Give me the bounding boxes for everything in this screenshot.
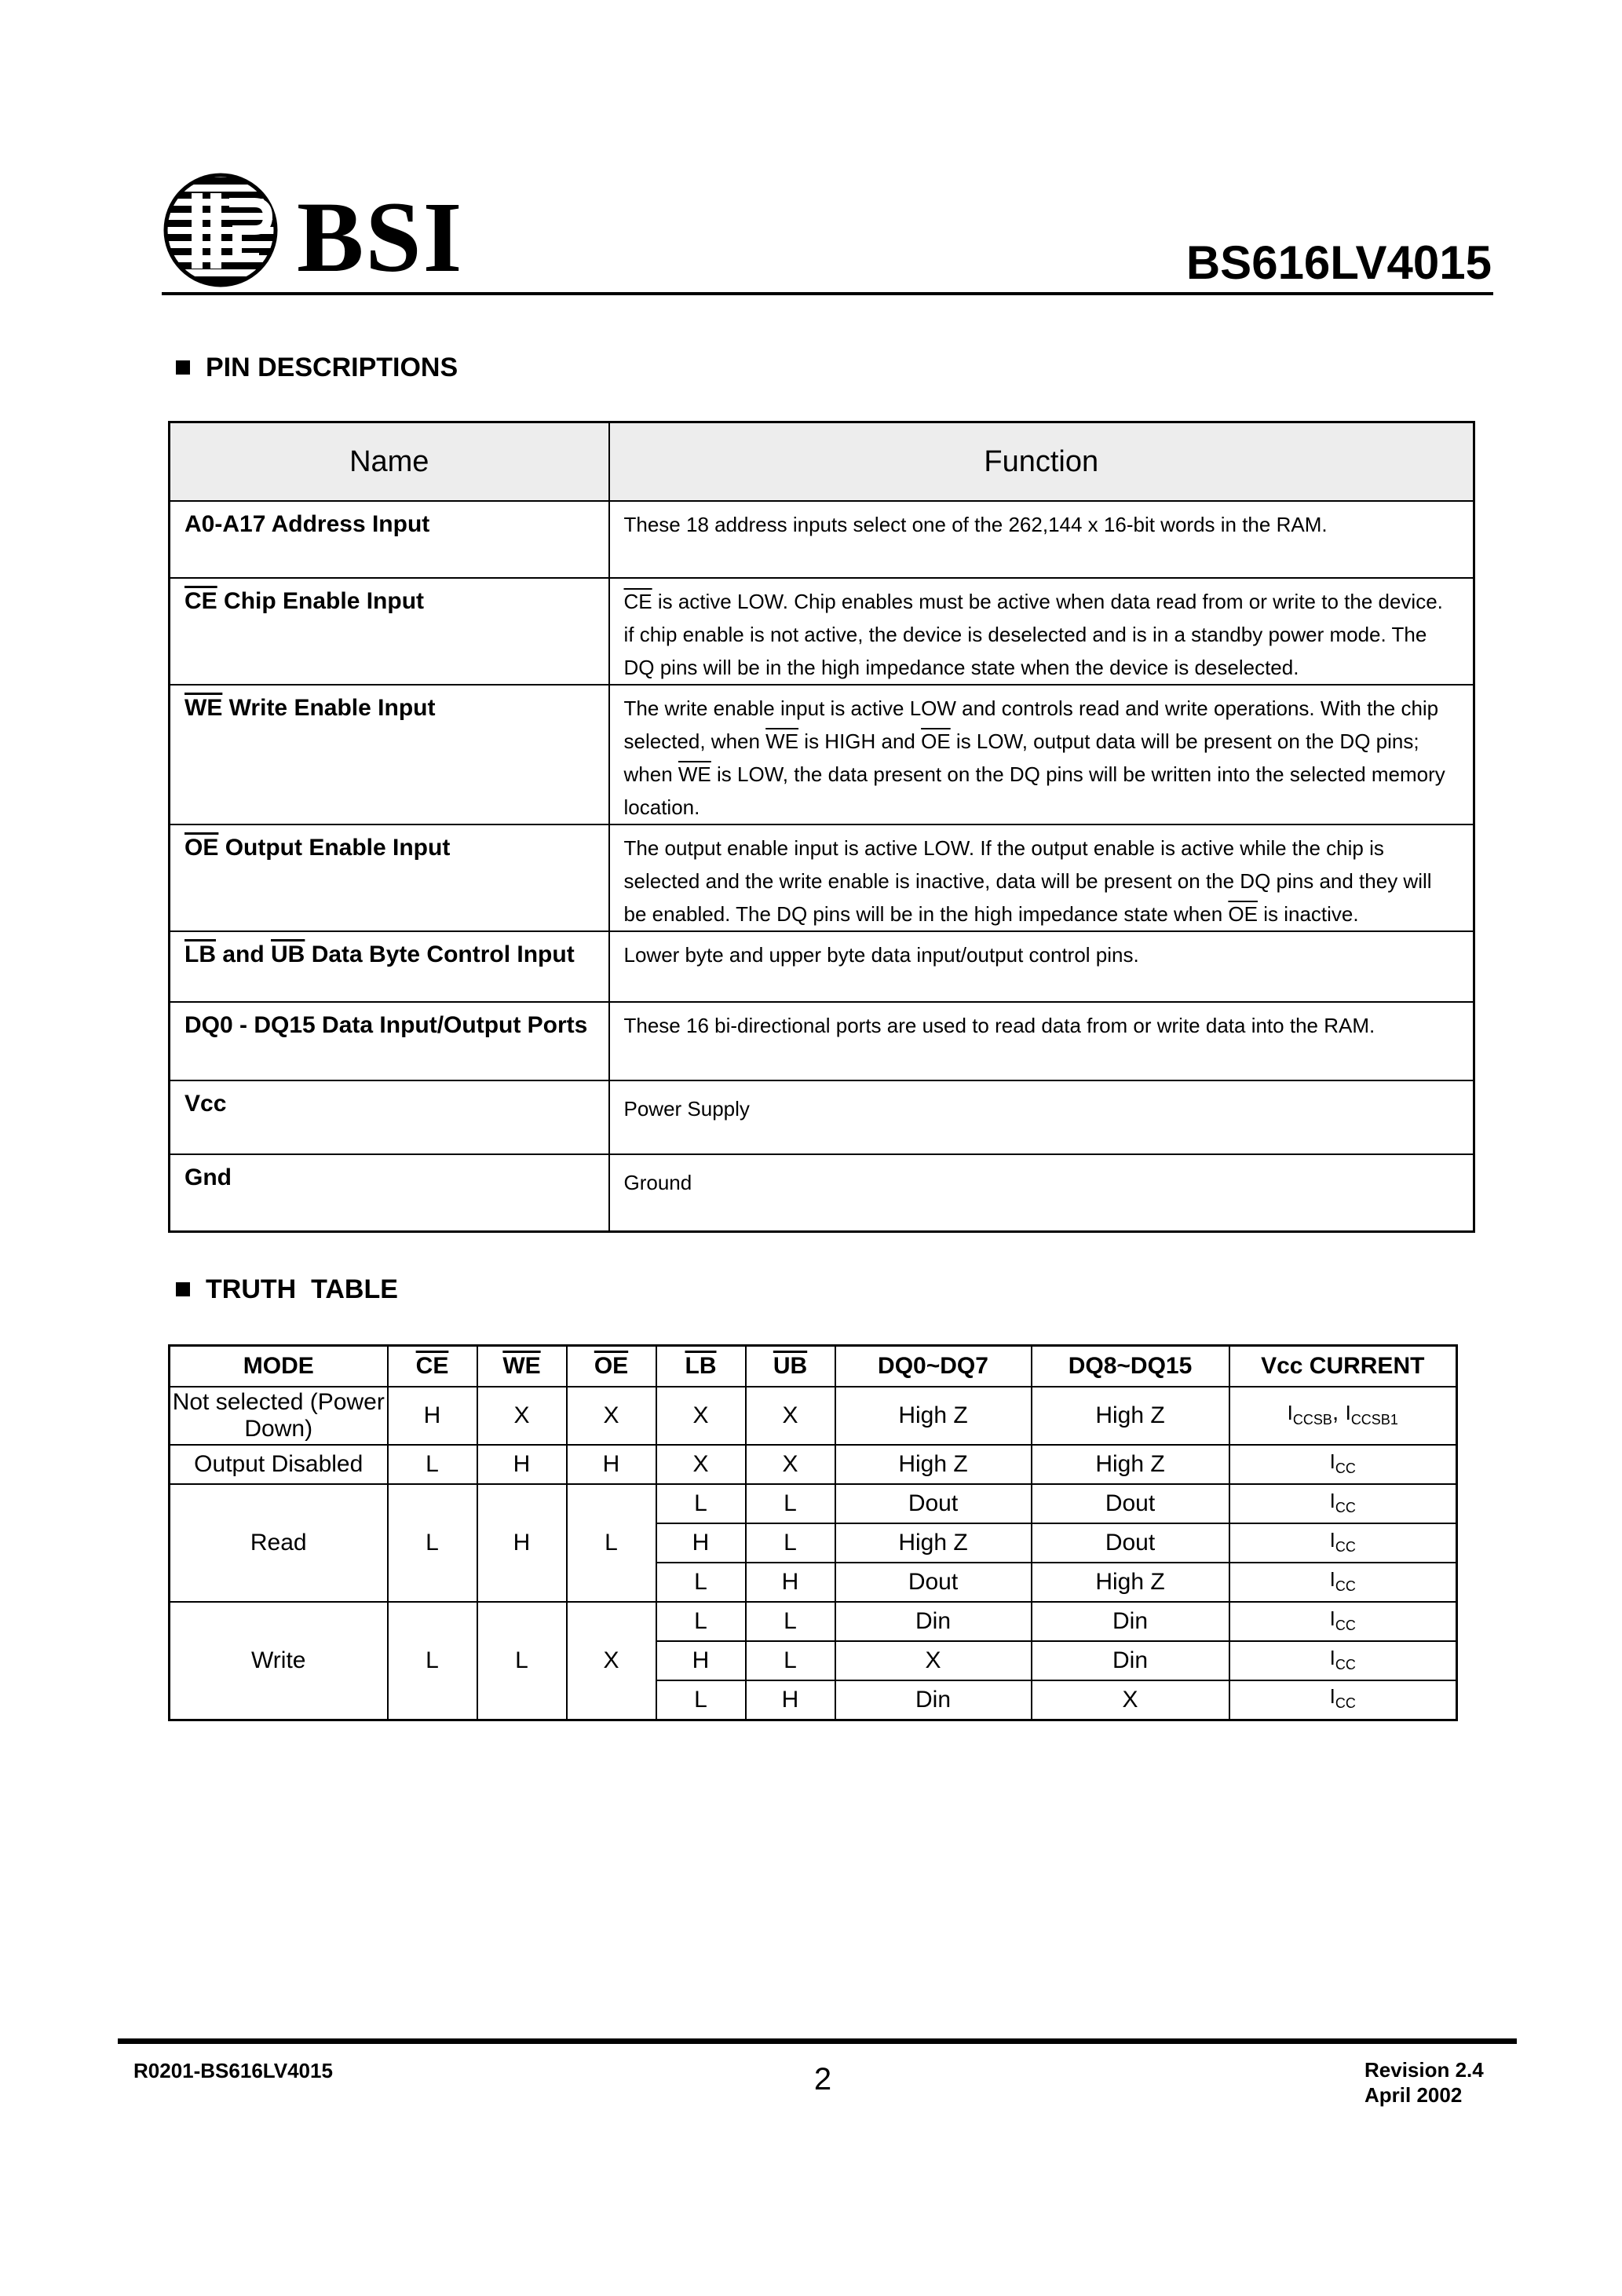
table-cell: L [567, 1484, 656, 1602]
table-cell: H [746, 1680, 835, 1720]
table-cell: H [388, 1387, 477, 1445]
table-row [170, 1154, 1474, 1231]
column-header: $\overline{WE}$ [477, 1346, 567, 1387]
table-cell: L [656, 1602, 746, 1641]
pin-name: Gnd [170, 1154, 609, 1231]
truth-table-heading [176, 1274, 398, 1305]
mode-cell: Read [170, 1484, 388, 1602]
table-cell: Dout [835, 1484, 1032, 1523]
pin-function: The output enable input is active LOW. If the output enable is active while the chip is selected and the write enable is inactive, data will be present on the DQ pins and they will be enabled. The DQ pins will be in the high impedance state when $\overline{OE}$ is inactive. [609, 824, 1474, 931]
pin-name: $\overline{CE}$ Chip Enable Input [170, 578, 609, 685]
table-row [170, 1387, 1457, 1445]
table-row [170, 685, 1474, 824]
table-cell: High Z [835, 1445, 1032, 1484]
table-cell: X [746, 1387, 835, 1445]
section-title: PIN DESCRIPTIONS [206, 353, 458, 382]
revision-block [1364, 2057, 1484, 2108]
mode-cell: Write [170, 1602, 388, 1720]
table-row [170, 1002, 1474, 1080]
table-header-row [170, 1346, 1457, 1387]
column-header: $\overline{CE}$ [388, 1346, 477, 1387]
current-cell: $I_{CCSB}$, $I_{CCSB1}$ [1229, 1387, 1457, 1445]
revision-date: April 2002 [1364, 2083, 1463, 2107]
pin-name: Vcc [170, 1080, 609, 1154]
table-row [170, 824, 1474, 931]
table-cell: High Z [835, 1523, 1032, 1563]
table-cell: Dout [1032, 1484, 1229, 1523]
table-cell: Dout [1032, 1523, 1229, 1563]
column-header: $\overline{OE}$ [567, 1346, 656, 1387]
table-cell: L [388, 1445, 477, 1484]
revision: Revision 2.4 [1364, 2058, 1484, 2082]
pin-descriptions-table [168, 421, 1475, 1233]
square-bullet-icon [176, 360, 190, 375]
table-row [170, 578, 1474, 685]
table-cell: L [656, 1680, 746, 1720]
table-cell: X [477, 1387, 567, 1445]
mode-cell: Not selected (Power Down) [170, 1387, 388, 1445]
pin-name: A0-A17 Address Input [170, 501, 609, 578]
table-cell: L [746, 1641, 835, 1680]
pin-function: Ground [609, 1154, 1474, 1231]
current-cell: $I_{CC}$ [1229, 1523, 1457, 1563]
table-row [170, 931, 1474, 1002]
table-cell: Din [835, 1602, 1032, 1641]
column-header-name: Name [170, 422, 609, 502]
truth-table [168, 1344, 1458, 1721]
table-cell: Din [835, 1680, 1032, 1720]
current-cell: $I_{CC}$ [1229, 1445, 1457, 1484]
column-header: MODE [170, 1346, 388, 1387]
pin-function: Power Supply [609, 1080, 1474, 1154]
pin-name: DQ0 - DQ15 Data Input/Output Ports [170, 1002, 609, 1080]
table-row [170, 1445, 1457, 1484]
section-title: TRUTH TABLE [206, 1274, 398, 1304]
pin-function: The write enable input is active LOW and controls read and write operations. With the chip selected, when $\overline{WE}$ is HIGH and $\overline{OE}$ is LOW, output data will be present on the DQ pins; when $\overline{WE}$ is LOW, the data present on the DQ pins will be written into the selected memory location. [609, 685, 1474, 824]
pin-function: These 18 address inputs select one of the 262,144 x 16-bit words in the RAM. [609, 501, 1474, 578]
table-header-row [170, 422, 1474, 502]
square-bullet-icon [176, 1282, 190, 1296]
table-cell: X [656, 1387, 746, 1445]
pin-function: $\overline{CE}$ is active LOW. Chip enables must be active when data read from or write to the device. if chip enable is not active, the device is deselected and is in a standby power mode. The DQ pins will be in the high impedance state when the device is deselected. [609, 578, 1474, 685]
table-cell: Din [1032, 1602, 1229, 1641]
pin-name: $\overline{OE}$ Output Enable Input [170, 824, 609, 931]
table-cell: Din [1032, 1641, 1229, 1680]
table-cell: High Z [835, 1387, 1032, 1445]
table-cell: L [656, 1484, 746, 1523]
table-cell: H [567, 1445, 656, 1484]
table-cell: L [746, 1602, 835, 1641]
table-cell: L [388, 1602, 477, 1720]
table-row [170, 1484, 1457, 1523]
table-row [170, 1602, 1457, 1641]
pin-name: $\overline{LB}$ and $\overline{UB}$ Data Byte Control Input [170, 931, 609, 1002]
column-header: Vcc CURRENT [1229, 1346, 1457, 1387]
current-cell: $I_{CC}$ [1229, 1563, 1457, 1602]
current-cell: $I_{CC}$ [1229, 1484, 1457, 1523]
pin-function: Lower byte and upper byte data input/output control pins. [609, 931, 1474, 1002]
column-header: DQ8~DQ15 [1032, 1346, 1229, 1387]
table-cell: H [477, 1484, 567, 1602]
table-cell: H [656, 1523, 746, 1563]
column-header: DQ0~DQ7 [835, 1346, 1032, 1387]
current-cell: $I_{CC}$ [1229, 1680, 1457, 1720]
table-cell: H [656, 1641, 746, 1680]
footer-rule [118, 2038, 1517, 2044]
part-number: BS616LV4015 [1185, 236, 1492, 289]
column-header: $\overline{UB}$ [746, 1346, 835, 1387]
table-cell: Dout [835, 1563, 1032, 1602]
table-cell: X [567, 1602, 656, 1720]
table-cell: H [477, 1445, 567, 1484]
table-cell: H [746, 1563, 835, 1602]
column-header: $\overline{LB}$ [656, 1346, 746, 1387]
table-cell: L [656, 1563, 746, 1602]
page-number: 2 [813, 2062, 832, 2097]
table-cell: L [746, 1484, 835, 1523]
logo-text: BSI [297, 181, 464, 293]
table-cell: X [835, 1641, 1032, 1680]
table-cell: X [656, 1445, 746, 1484]
table-cell: X [567, 1387, 656, 1445]
table-cell: High Z [1032, 1563, 1229, 1602]
column-header-function: Function [609, 422, 1474, 502]
table-row [170, 1080, 1474, 1154]
document-code: R0201-BS616LV4015 [133, 2059, 333, 2082]
table-cell: X [1032, 1680, 1229, 1720]
current-cell: $I_{CC}$ [1229, 1602, 1457, 1641]
table-cell: L [746, 1523, 835, 1563]
table-cell: X [746, 1445, 835, 1484]
table-cell: L [477, 1602, 567, 1720]
pin-name: $\overline{WE}$ Write Enable Input [170, 685, 609, 824]
table-cell: High Z [1032, 1387, 1229, 1445]
pin-descriptions-heading [176, 352, 458, 383]
header-rule [162, 292, 1493, 295]
mode-cell: Output Disabled [170, 1445, 388, 1484]
pin-function: These 16 bi-directional ports are used to read data from or write data into the RAM. [609, 1002, 1474, 1080]
table-cell: L [388, 1484, 477, 1602]
table-cell: High Z [1032, 1445, 1229, 1484]
current-cell: $I_{CC}$ [1229, 1641, 1457, 1680]
table-row [170, 501, 1474, 578]
